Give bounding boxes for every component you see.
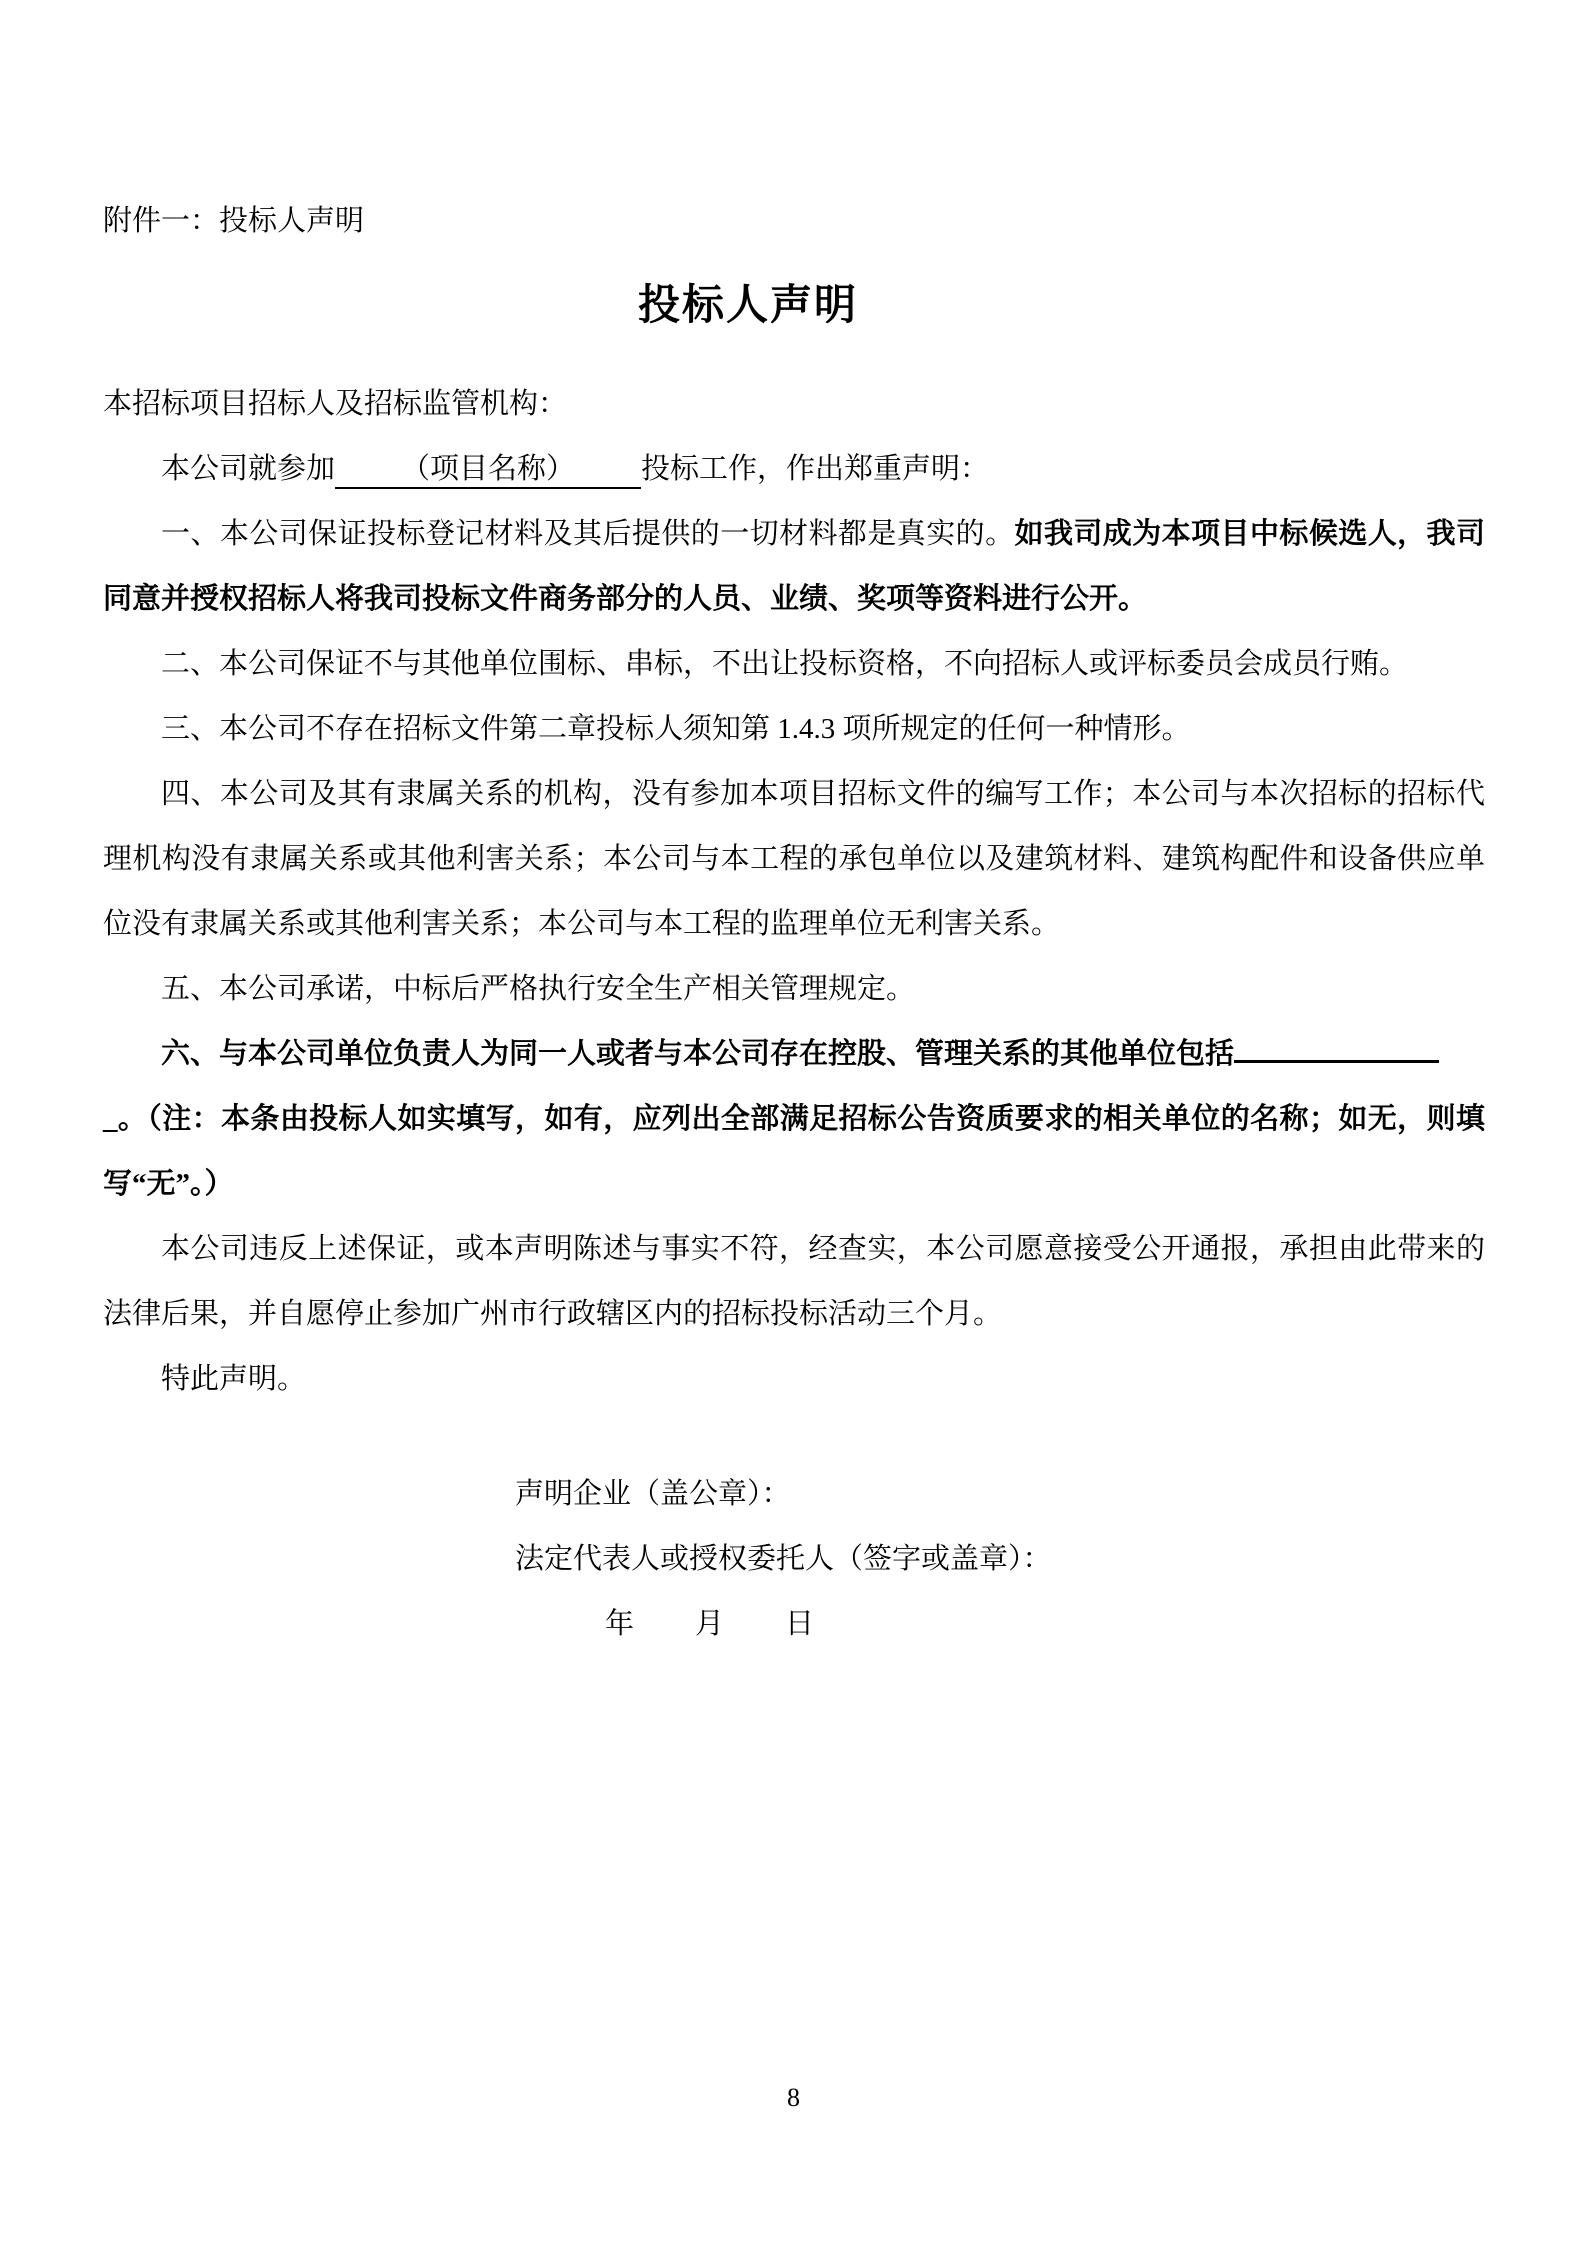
item-6-intro-text: 六、与本公司单位负责人为同一人或者与本公司存在控股、管理关系的其他单位包括 xyxy=(161,1038,1235,1070)
salutation-line: 本招标项目招标人及招标监管机构： xyxy=(103,388,568,420)
declaration-item-5: 五、本公司承诺，中标后严格执行安全生产相关管理规定。 xyxy=(161,973,916,1005)
other-units-blank xyxy=(1234,1026,1439,1063)
project-name-blank: （项目名称） xyxy=(335,451,641,489)
item-1-bold-text: 如我司成为本项目中标候选人，我司同意并授权招标人将我司投标文件商务部分的人员、业绩、奖项等资料进行公开。 xyxy=(103,518,1485,615)
intro-prefix: 本公司就参加 xyxy=(161,453,336,485)
declaration-item-2: 二、本公司保证不与其他单位围标、串标，不出让投标资格，不向招标人或评标委员会成员行贿。 xyxy=(161,648,1409,680)
signature-block xyxy=(103,1462,1485,1657)
document-title: 投标人声明 xyxy=(637,283,858,329)
signature-date-line: 年 月 日 xyxy=(605,1608,816,1640)
document-body xyxy=(103,189,1485,1657)
declaration-item-4: 四、本公司及其有隶属关系的机构，没有参加本项目招标文件的编写工作；本公司与本次招标的招标代理机构没有隶属关系或其他利害关系；本公司与本工程的承包单位以及建筑材料、建筑构配件和设备供应单位没有隶属关系或其他利害关系；本公司与本工程的监理单位无利害关系。 xyxy=(103,778,1485,940)
penalty-paragraph: 本公司违反上述保证，或本声明陈述与事实不符，经查实，本公司愿意接受公开通报，承担由此带来的法律后果，并自愿停止参加广州市行政辖区内的招标投标活动三个月。 xyxy=(103,1233,1485,1330)
signature-company-line: 声明企业（盖公章）： xyxy=(515,1478,791,1510)
attachment-label: 附件一：投标人声明 xyxy=(103,205,365,237)
declaration-item-6 xyxy=(103,1022,1485,1087)
signature-representative-line: 法定代表人或授权委托人（签字或盖章）： xyxy=(515,1543,1052,1575)
item-6-note: _。（注：本条由投标人如实填写，如有，应列出全部满足招标公告资质要求的相关单位的名称；如无，则填写“无”。） xyxy=(103,1103,1485,1200)
intro-line xyxy=(103,437,1485,502)
item-1-normal-text: 一、本公司保证投标登记材料及其后提供的一切材料都是真实的。 xyxy=(161,518,1015,550)
page-number: 8 xyxy=(787,2083,800,2112)
declaration-item-1 xyxy=(103,502,1485,632)
intro-suffix: 投标工作，作出郑重声明： xyxy=(641,453,990,485)
declaration-item-3: 三、本公司不存在招标文件第二章投标人须知第 1.4.3 项所规定的任何一种情形。 xyxy=(161,713,1191,745)
closing-statement: 特此声明。 xyxy=(161,1363,307,1395)
